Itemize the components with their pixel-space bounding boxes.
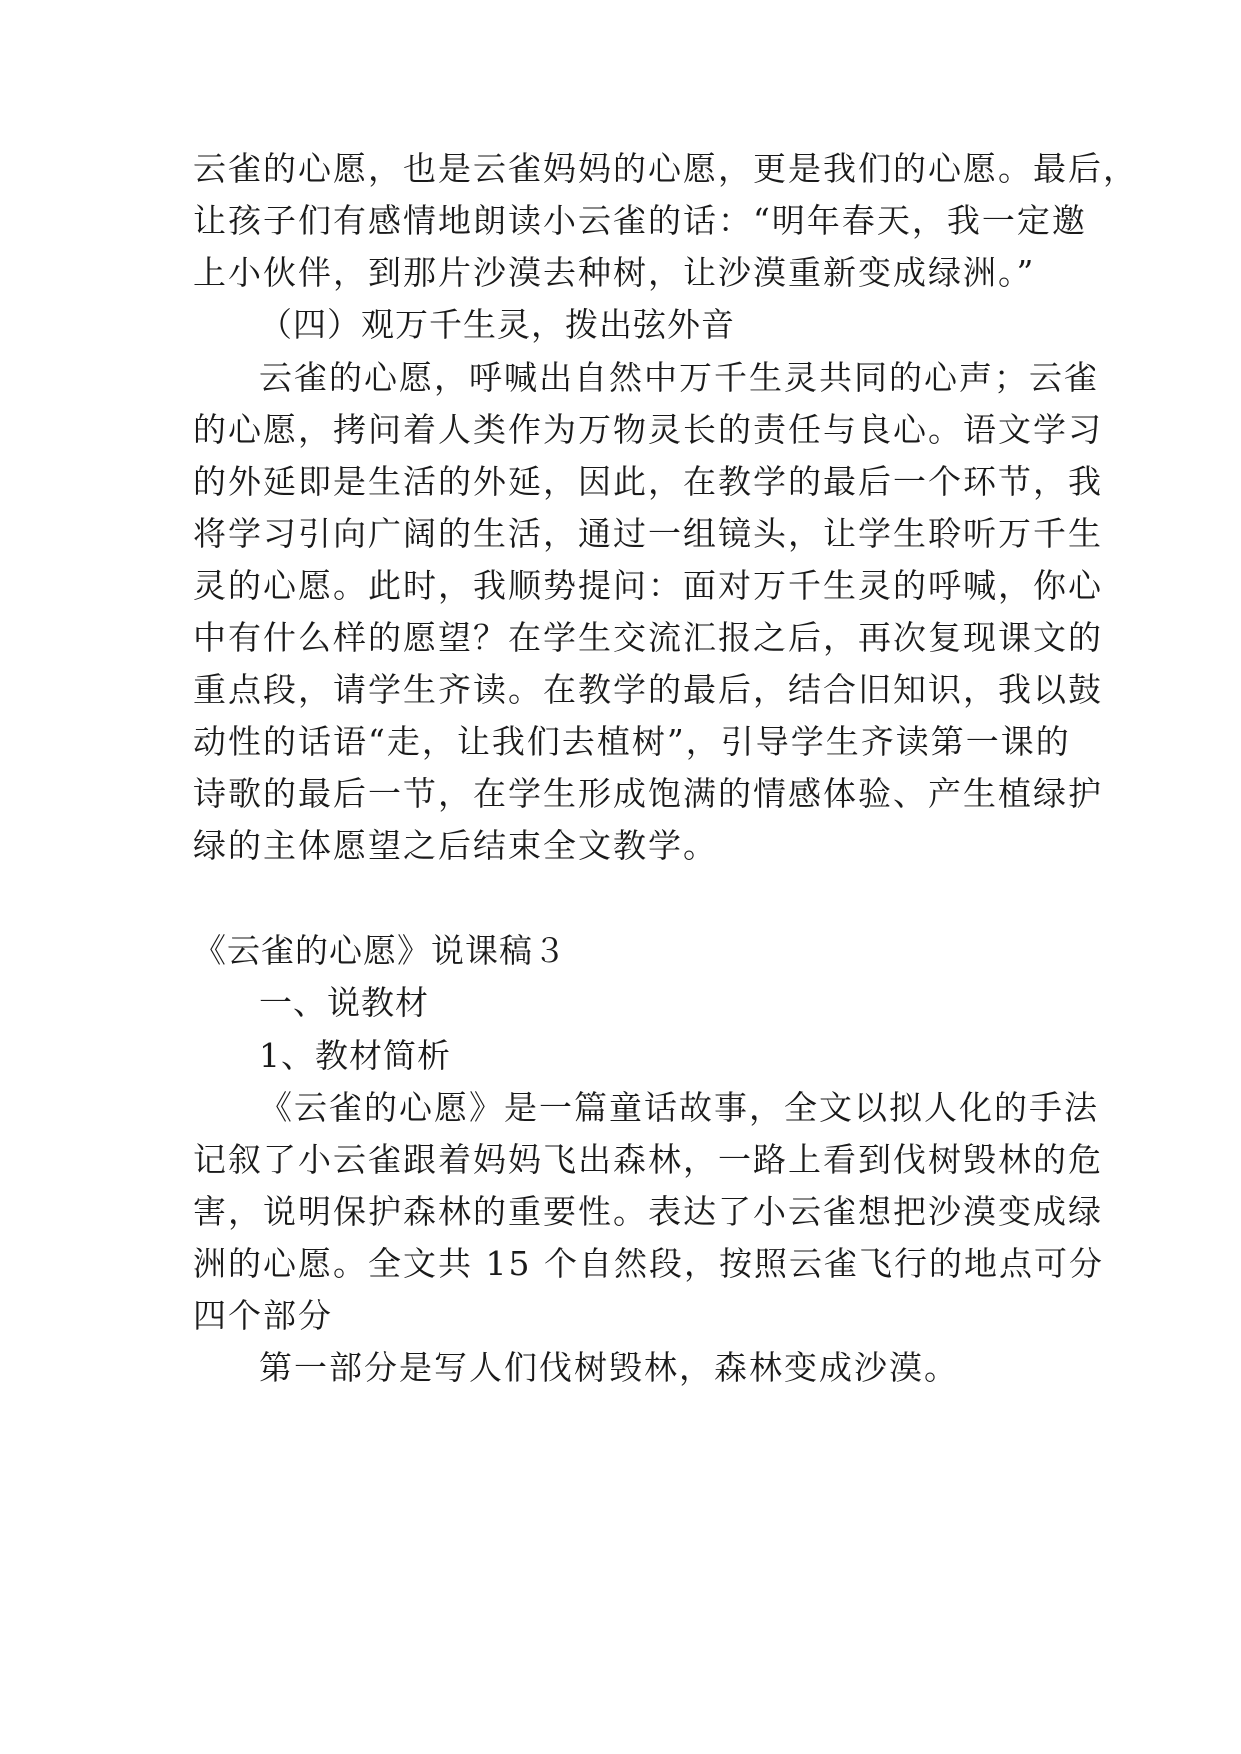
- paragraph-line: 诗歌的最后一节，在学生形成饱满的情感体验、产生植绿护: [193, 774, 1103, 813]
- paragraph-line: 记叙了小云雀跟着妈妈飞出森林，一路上看到伐树毁林的危: [193, 1140, 1103, 1179]
- paragraph-line: 灵的心愿。此时，我顺势提问：面对万千生灵的呼喊，你心: [193, 566, 1103, 605]
- paragraph-line: 洲的心愿。全文共 15 个自然段，按照云雀飞行的地点可分: [193, 1244, 1104, 1283]
- paragraph-line: 云雀的心愿，呼喊出自然中万千生灵共同的心声；云雀: [259, 358, 1099, 397]
- paragraph-line: 第一部分是写人们伐树毁林，森林变成沙漠。: [259, 1348, 959, 1387]
- paragraph-line: 的心愿，拷问着人类作为万物灵长的责任与良心。语文学习: [193, 410, 1103, 449]
- paragraph-line: 害，说明保护森林的重要性。表达了小云雀想把沙漠变成绿: [193, 1192, 1103, 1231]
- paragraph-line: 上小伙伴，到那片沙漠去种树，让沙漠重新变成绿洲。”: [193, 253, 1036, 292]
- paragraph-line: 中有什么样的愿望？在学生交流汇报之后，再次复现课文的: [193, 618, 1103, 657]
- section-heading: 一、说教材: [259, 983, 429, 1022]
- paragraph-line: 将学习引向广阔的生活，通过一组镜头，让学生聆听万千生: [193, 514, 1103, 553]
- subsection-heading: 1、教材简析: [259, 1036, 451, 1075]
- paragraph-line: 让孩子们有感情地朗读小云雀的话：“明年春天，我一定邀: [193, 201, 1087, 240]
- paragraph-line: 《云雀的心愿》是一篇童话故事，全文以拟人化的手法: [259, 1088, 1099, 1127]
- paragraph-line: 绿的主体愿望之后结束全文教学。: [193, 826, 718, 865]
- paragraph-line: 动性的话语“走，让我们去植树”，引导学生齐读第一课的: [193, 722, 1071, 761]
- paragraph-line: 重点段，请学生齐读。在教学的最后，结合旧知识，我以鼓: [193, 670, 1103, 709]
- paragraph-line: 的外延即是生活的外延，因此，在教学的最后一个环节，我: [193, 462, 1103, 501]
- paragraph-line: 四个部分: [193, 1296, 333, 1335]
- section-heading: （四）观万千生灵，拨出弦外音: [259, 305, 735, 344]
- document-title: 《云雀的心愿》说课稿３: [193, 931, 567, 970]
- paragraph-line: 云雀的心愿，也是云雀妈妈的心愿，更是我们的心愿。最后，: [193, 149, 1138, 188]
